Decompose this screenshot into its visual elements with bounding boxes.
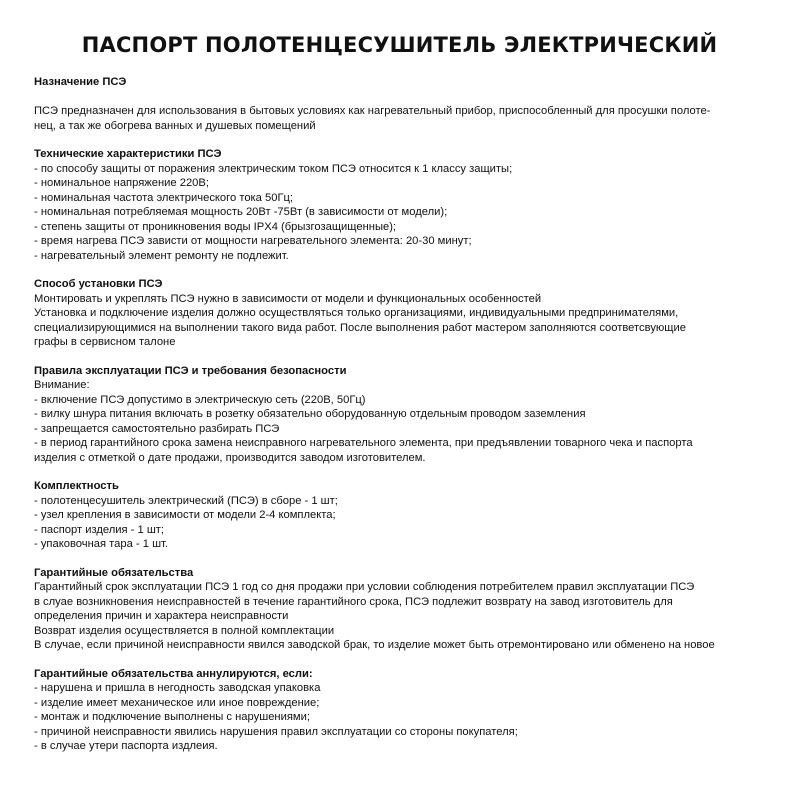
section-specifications <box>34 147 774 263</box>
document-title: ПАСПОРТ ПОЛОТЕНЦЕСУШИТЕЛЬ ЭЛЕКТРИЧЕСКИЙ <box>81 33 718 57</box>
void-condition-item: - нарушена и пришла в негодность заводская упаковка <box>34 682 321 694</box>
contents-item: - упаковочная тара - 1 шт. <box>34 538 169 550</box>
section-installation <box>34 277 774 350</box>
section-line: графы в сервисном талоне <box>34 336 176 348</box>
spec-item: - время нагрева ПСЭ зависти от мощности нагревательного элемента: 20-30 минут; <box>34 235 472 247</box>
contents-item: - паспорт изделия - 1 шт; <box>34 523 165 536</box>
spec-item: - номинальное напряжение 220В; <box>34 177 209 189</box>
section-heading: Гарантийные обязательства <box>34 566 194 579</box>
section-safety-rules <box>34 364 774 466</box>
spec-item: - по способу защиты от поражения электрическим током ПСЭ относится к 1 классу защиты; <box>34 162 513 175</box>
section-line: нец, а так же обогрева ванных и душевых помещений <box>34 119 316 132</box>
section-line: Установка и подключение изделия должно осуществляться только организациями, индивидуальными предпринимателями, <box>34 307 679 319</box>
spec-item: - степень защиты от проникновения воды IPX4 (брызгозащищенные); <box>34 220 397 233</box>
section-warranty-void <box>34 667 774 754</box>
section-line: ПСЭ предназначен для использования в бытовых условиях как нагревательный прибор, приспособленный для просушки полоте- <box>34 105 711 117</box>
section-heading: Гарантийные обязательства аннулируются, если: <box>34 667 313 680</box>
contents-item: - полотенцесушитель электрический (ПСЭ) в сборе - 1 шт; <box>34 494 338 507</box>
section-heading: Назначение ПСЭ <box>34 76 127 88</box>
document-body <box>34 75 774 768</box>
section-line: Гарантийный срок эксплуатации ПСЭ 1 год со дня продажи при условии соблюдения потребителем правил эксплуатации ПСЭ <box>34 581 695 593</box>
spec-item: - номинальная потребляемая мощность 20Вт -75Вт (в зависимости от модели); <box>34 206 448 218</box>
contents-item: - узел крепления в зависимости от модели 2-4 комплекта; <box>34 509 336 521</box>
void-condition-item: - монтаж и подключение выполнены с нарушениями; <box>34 711 310 723</box>
spacer <box>34 90 774 105</box>
rule-item: - в период гарантийного срока замена неисправного нагревательного элемента, при предъявлении товарного чека и паспорта <box>34 437 693 449</box>
section-heading: Комплектность <box>34 480 119 492</box>
spec-item: - нагревательный элемент ремонту не подлежит. <box>34 249 289 262</box>
section-line: В случае, если причиной неисправности явился заводской брак, то изделие может быть отремонтировано или обменено на новое <box>34 639 715 651</box>
section-line: Внимание: <box>34 379 90 391</box>
section-line: определения причин и характера неисправности <box>34 610 289 622</box>
section-heading: Технические характеристики ПСЭ <box>34 148 222 160</box>
rule-item: изделия с отметкой о дате продажи, производится заводом изготовителем. <box>34 451 426 464</box>
section-heading: Правила эксплуатации ПСЭ и требования безопасности <box>34 364 347 377</box>
section-line: Возврат изделия осуществляется в полной комплектации <box>34 624 335 637</box>
section-warranty <box>34 566 774 653</box>
section-heading: Способ установки ПСЭ <box>34 278 163 290</box>
void-condition-item: - причиной неисправности явились нарушения правил эксплуатации со стороны покупателя; <box>34 725 518 738</box>
section-package-contents <box>34 479 774 552</box>
section-line: специализирующимися на выполнении такого вида работ. После выполнения работ мастером заполняются соответсвующие <box>34 321 686 334</box>
rule-item: - вилку шнура питания включать в розетку обязательно оборудованную отдельным проводом заземления <box>34 408 586 420</box>
section-purpose <box>34 75 774 133</box>
void-condition-item: - изделие имеет механическое или иное повреждение; <box>34 696 320 709</box>
section-line: Монтировать и укреплять ПСЭ нужно в зависимости от модели и функциональных особенностей <box>34 292 542 305</box>
section-line: в слуае возникновения неисправностей в течение гарантийного срока, ПСЭ подлежит возврату на завод изготовитель для <box>34 595 673 608</box>
spec-item: - номинальная частота электрического тока 50Гц; <box>34 191 294 204</box>
rule-item: - запрещается самостоятельно разбирать ПСЭ <box>34 422 280 435</box>
void-condition-item: - в случае утери паспорта издлеия. <box>34 740 218 752</box>
rule-item: - включение ПСЭ допустимо в электрическую сеть (220В, 50Гц) <box>34 393 366 406</box>
